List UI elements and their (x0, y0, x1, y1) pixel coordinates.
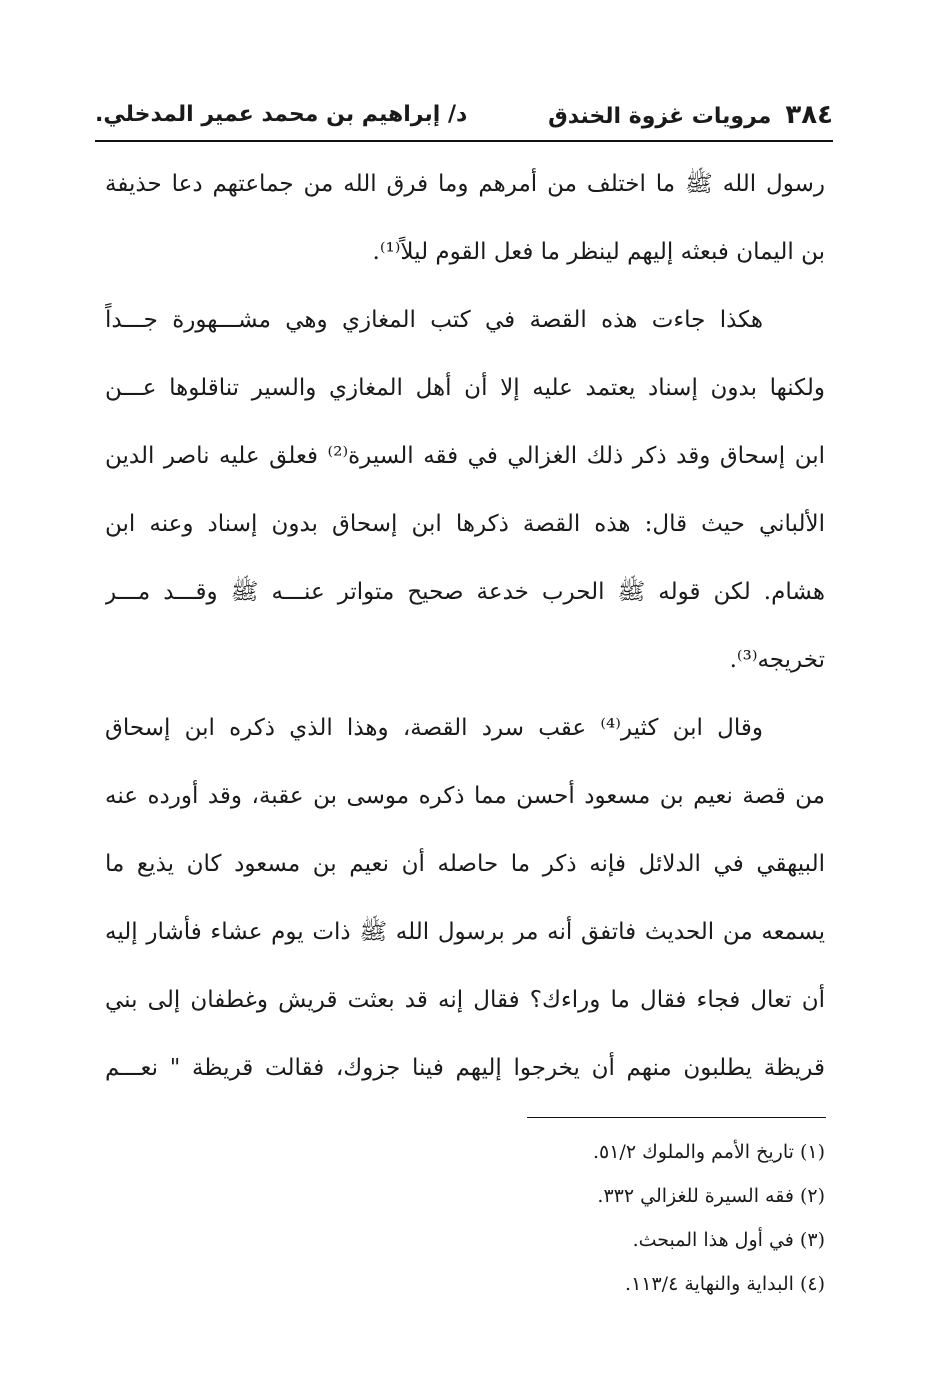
text-line: ولكنها بدون إسناد يعتمد عليه إلا أن أهل المغازي والسير تناقلوها عـــن (105, 375, 825, 401)
text-line: هكذا جاءت هذه القصة في كتب المغازي وهي مشـــهورة جـــداً (105, 307, 763, 333)
body-text (105, 150, 825, 1102)
text-line: من قصة نعيم بن مسعود أحسن مما ذكره موسى بن عقبة، وقد أورده عنه (105, 783, 825, 809)
text-line: رسول الله ﷺ ما اختلف من أمرهم وما فرق الله من جماعتهم دعا حذيفة (105, 171, 825, 197)
text-line: وقال ابن كثير⁽⁴⁾ عقب سرد القصة، وهذا الذي ذكره ابن إسحاق (105, 715, 763, 741)
book-title: مرويات غزوة الخندق (548, 104, 772, 129)
text-line: البيهقي في الدلائل فإنه ذكر ما حاصله أن نعيم بن مسعود كان يذيع ما (105, 851, 825, 877)
running-header (95, 96, 833, 136)
author-name: د/ إبراهيم بن محمد عمير المدخلي. (95, 102, 468, 127)
text-line: الألباني حيث قال: هذه القصة ذكرها ابن إسحاق بدون إسناد وعنه ابن (105, 511, 825, 537)
page-number: ٣٨٤ (785, 100, 833, 130)
footnotes (300, 1135, 825, 1311)
text-line: ابن إسحاق وقد ذكر ذلك الغزالي في فقه السيرة⁽²⁾ فعلق عليه ناصر الدين (105, 443, 825, 469)
text-line: قريظة يطلبون منهم أن يخرجوا إليهم فينا جزوك، فقالت قريظة " نعـــم (105, 1055, 825, 1081)
footnote: (٢) فقه السيرة للغزالي ٣٣٢. (597, 1185, 825, 1207)
text-line: هشام. لكن قوله ﷺ الحرب خدعة صحيح متواتر عنـــه ﷺ وقـــد مـــر (105, 579, 825, 605)
footnote-separator (527, 1117, 826, 1118)
text-line: يسمعه من الحديث فاتفق أنه مر برسول الله ﷺ ذات يوم عشاء فأشار إليه (105, 919, 825, 945)
text-line: تخريجه⁽³⁾. (729, 647, 825, 673)
text-line: بن اليمان فبعثه إليهم لينظر ما فعل القوم ليلاً⁽¹⁾. (372, 239, 825, 265)
header-right (548, 100, 833, 130)
header-rule (95, 140, 833, 142)
footnote: (٣) في أول هذا المبحث. (632, 1229, 825, 1251)
text-line: أن تعال فجاء فقال ما وراءك؟ فقال إنه قد بعثت قريش وغطفان إلى بني (105, 987, 825, 1013)
footnote: (٤) البداية والنهاية ١١٣/٤. (625, 1273, 825, 1295)
footnote: (١) تاريخ الأمم والملوك ٥١/٢. (592, 1141, 825, 1163)
